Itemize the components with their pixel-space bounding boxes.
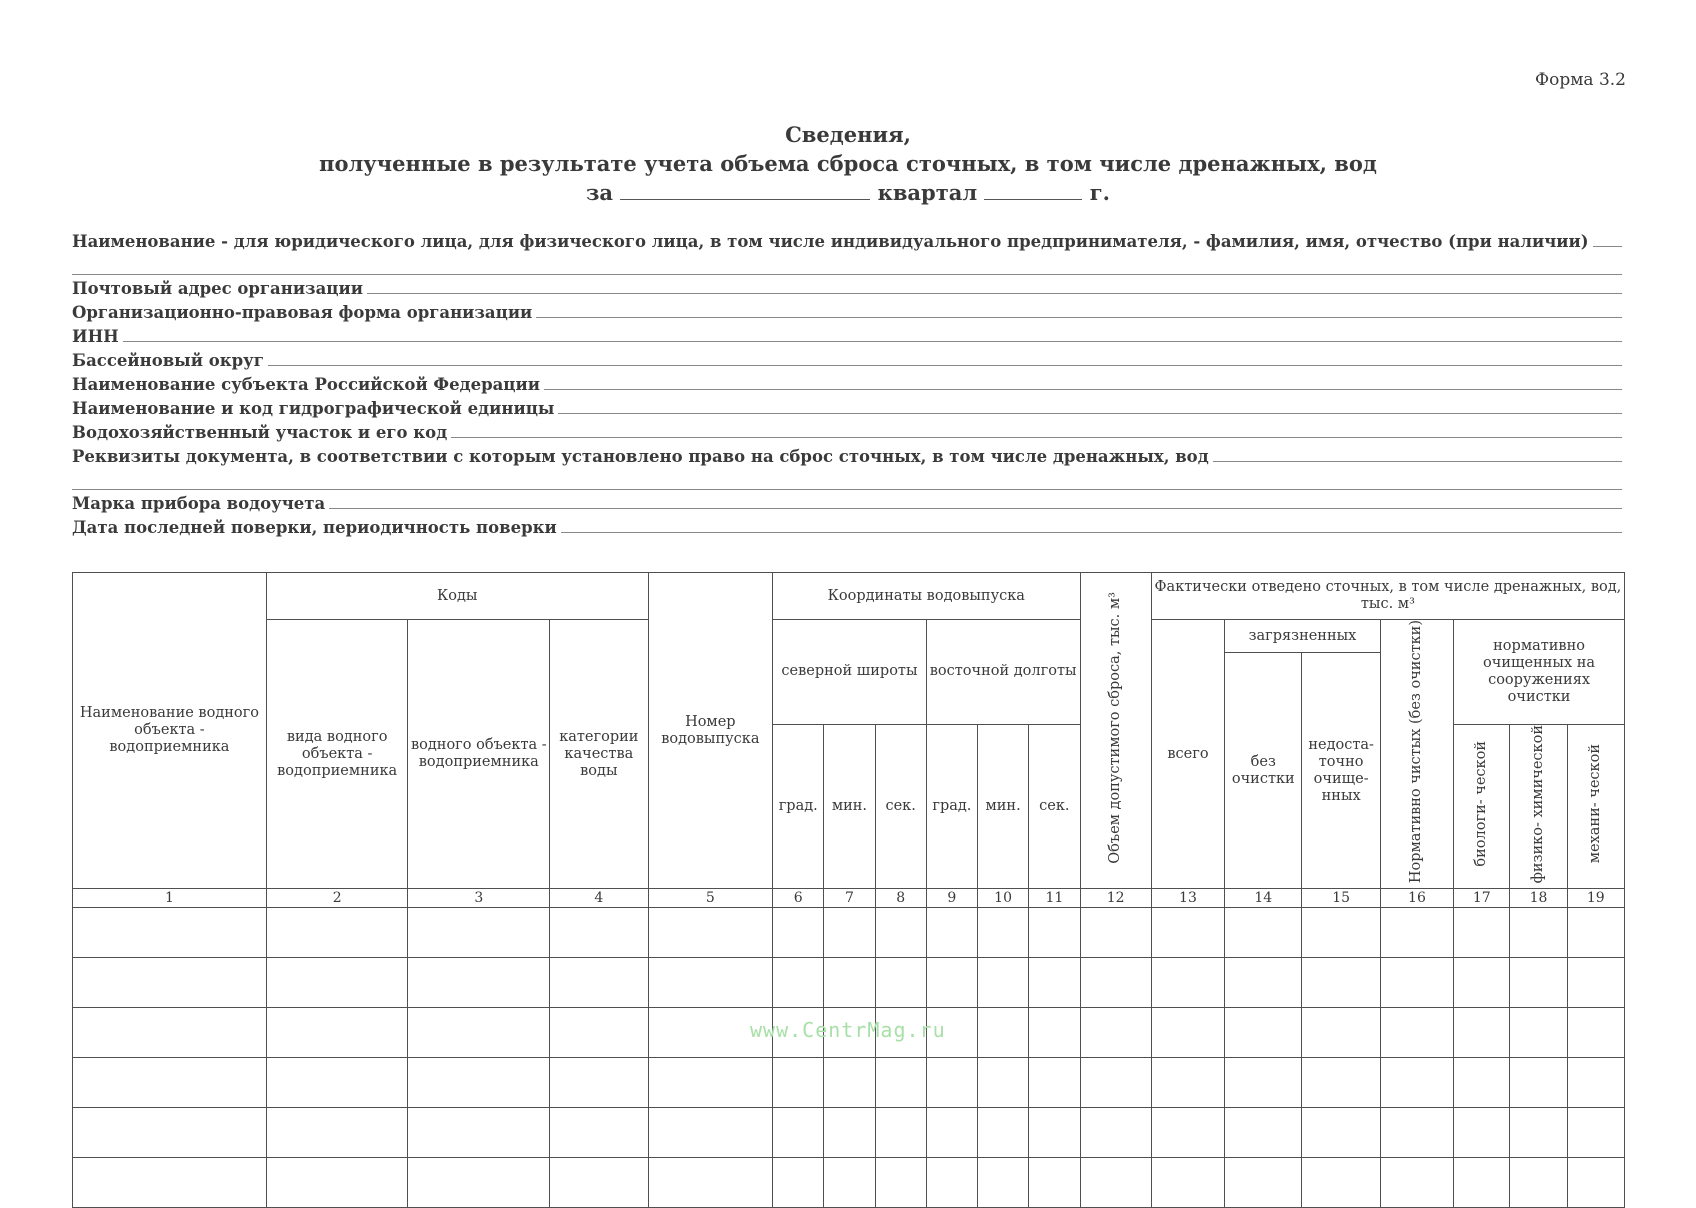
field-name-line-2[interactable] <box>72 252 1622 275</box>
table-cell[interactable] <box>648 908 773 958</box>
table-cell[interactable] <box>926 1058 977 1108</box>
table-cell[interactable] <box>824 1158 875 1208</box>
column-number: 5 <box>648 889 773 908</box>
table-cell[interactable] <box>1380 1108 1453 1158</box>
table-cell[interactable] <box>875 958 926 1008</box>
table-cell[interactable] <box>550 1008 648 1058</box>
table-cell[interactable] <box>408 1108 550 1158</box>
column-number: 8 <box>875 889 926 908</box>
table-cell[interactable] <box>926 908 977 958</box>
column-number: 6 <box>773 889 824 908</box>
header-east-sec: сек. <box>1029 724 1080 888</box>
table-cell[interactable] <box>977 1058 1028 1108</box>
table-cell[interactable] <box>73 1008 267 1058</box>
header-normatively-treated: нормативно очищенных на сооружениях очистки <box>1454 620 1625 725</box>
field-inn <box>72 323 1622 347</box>
table-cell[interactable] <box>977 1158 1028 1208</box>
table-cell[interactable] <box>1225 1158 1302 1208</box>
table-cell[interactable] <box>773 908 824 958</box>
table-cell[interactable] <box>875 1158 926 1208</box>
field-hydro-unit-label: Наименование и код гидрографической единицы <box>72 399 555 418</box>
table-cell[interactable] <box>1080 958 1151 1008</box>
header-total: всего <box>1151 620 1224 889</box>
field-name-line[interactable] <box>1593 245 1622 247</box>
table-cell[interactable] <box>773 1058 824 1108</box>
table-cell[interactable] <box>1454 908 1510 958</box>
table-cell[interactable] <box>648 958 773 1008</box>
year-blank-line[interactable] <box>984 199 1082 200</box>
table-cell[interactable] <box>1029 1008 1080 1058</box>
table-cell[interactable] <box>1080 1058 1151 1108</box>
table-cell[interactable] <box>1302 958 1380 1008</box>
title-year-suffix: г. <box>1089 180 1110 205</box>
table-cell[interactable] <box>773 1108 824 1158</box>
column-number: 4 <box>550 889 648 908</box>
header-physchemical <box>1510 724 1567 888</box>
field-document-line[interactable] <box>1213 460 1622 462</box>
table-cell[interactable] <box>408 1058 550 1108</box>
table-cell[interactable] <box>1302 1008 1380 1058</box>
discharge-table <box>72 572 1625 1208</box>
table-cell[interactable] <box>266 1108 408 1158</box>
table-cell[interactable] <box>1151 1008 1224 1058</box>
table-cell[interactable] <box>926 1158 977 1208</box>
column-number: 7 <box>824 889 875 908</box>
table-cell[interactable] <box>550 1108 648 1158</box>
table-cell[interactable] <box>1454 958 1510 1008</box>
column-number: 10 <box>977 889 1028 908</box>
column-number: 11 <box>1029 889 1080 908</box>
table-cell[interactable] <box>648 1058 773 1108</box>
header-mechanical-text: механи- ческой <box>1587 744 1604 864</box>
header-biological <box>1454 724 1510 888</box>
table-cell[interactable] <box>824 908 875 958</box>
table-cell[interactable] <box>266 1158 408 1208</box>
header-without-treatment: без очистки <box>1225 653 1302 889</box>
table-cell[interactable] <box>1567 1008 1624 1058</box>
header-normatively-clean-text: Нормативно чистых (без очистки) <box>1408 620 1425 884</box>
column-number-row <box>73 889 1625 908</box>
table-cell[interactable] <box>1567 1058 1624 1108</box>
header-biological-text: биологи- ческой <box>1473 741 1490 867</box>
field-document-line-2[interactable] <box>72 467 1622 490</box>
table-cell[interactable] <box>1380 958 1453 1008</box>
table-cell[interactable] <box>1225 1108 1302 1158</box>
field-device <box>72 490 1622 514</box>
table-row <box>73 1058 1625 1108</box>
header-codes: Коды <box>266 573 648 620</box>
table-cell[interactable] <box>1302 1158 1380 1208</box>
column-number: 16 <box>1380 889 1453 908</box>
field-postal-label: Почтовый адрес организации <box>72 279 363 298</box>
table-cell[interactable] <box>1510 1108 1567 1158</box>
discharge-table-wrap <box>72 572 1625 1208</box>
header-allowed-volume-text: Объем допустимого сброса, тыс. м³ <box>1107 592 1124 864</box>
table-cell[interactable] <box>1510 958 1567 1008</box>
field-basin-line[interactable] <box>268 364 1622 366</box>
header-actual-discharge: Фактически отведено сточных, в том числе дренажных, вод, тыс. м³ <box>1151 573 1624 620</box>
column-number: 3 <box>408 889 550 908</box>
table-cell[interactable] <box>875 908 926 958</box>
table-cell[interactable] <box>648 1108 773 1158</box>
table-cell[interactable] <box>1225 908 1302 958</box>
header-polluted: загрязненных <box>1225 620 1381 653</box>
quarter-blank-line[interactable] <box>620 199 870 200</box>
table-cell[interactable] <box>1510 908 1567 958</box>
field-water-section-label: Водохозяйственный участок и его код <box>72 423 448 442</box>
field-basin-label: Бассейновый округ <box>72 351 264 370</box>
table-cell[interactable] <box>824 1058 875 1108</box>
header-east-deg: град. <box>926 724 977 888</box>
header-north-sec: сек. <box>875 724 926 888</box>
table-cell[interactable] <box>824 958 875 1008</box>
title-line-3 <box>0 178 1696 207</box>
table-cell[interactable] <box>773 958 824 1008</box>
table-cell[interactable] <box>773 1158 824 1208</box>
title-line-2: полученные в результате учета объема сброса сточных, в том числе дренажных, вод <box>319 151 1377 176</box>
header-north-deg: град. <box>773 724 824 888</box>
column-number: 1 <box>73 889 267 908</box>
table-row <box>73 908 1625 958</box>
table-cell[interactable] <box>1454 1108 1510 1158</box>
table-cell[interactable] <box>1080 1008 1151 1058</box>
header-allowed-volume <box>1080 573 1151 889</box>
watermark: www.CentrMag.ru <box>750 1018 946 1042</box>
document-title <box>0 120 1696 207</box>
table-cell[interactable] <box>977 1008 1028 1058</box>
table-cell[interactable] <box>1454 1158 1510 1208</box>
table-cell[interactable] <box>550 958 648 1008</box>
table-cell[interactable] <box>875 1108 926 1158</box>
table-cell[interactable] <box>73 1158 267 1208</box>
title-line-1: Сведения, <box>785 122 911 147</box>
table-cell[interactable] <box>408 958 550 1008</box>
table-cell[interactable] <box>1380 1158 1453 1208</box>
field-document-label: Реквизиты документа, в соответствии с которым установлено право на сброс сточных, в том числе дренажных, вод <box>72 447 1209 466</box>
table-cell[interactable] <box>1151 1108 1224 1158</box>
table-cell[interactable] <box>1151 958 1224 1008</box>
column-number: 17 <box>1454 889 1510 908</box>
form-number-label: Форма 3.2 <box>1534 70 1626 90</box>
field-inn-label: ИНН <box>72 327 119 346</box>
table-cell[interactable] <box>73 1108 267 1158</box>
table-cell[interactable] <box>73 958 267 1008</box>
column-number: 2 <box>266 889 408 908</box>
field-verification <box>72 514 1622 538</box>
column-number: 19 <box>1567 889 1624 908</box>
field-basin <box>72 347 1622 371</box>
table-cell[interactable] <box>977 908 1028 958</box>
field-verification-label: Дата последней поверки, периодичность поверки <box>72 518 557 537</box>
table-cell[interactable] <box>1510 1058 1567 1108</box>
field-postal-line[interactable] <box>367 292 1622 294</box>
table-cell[interactable] <box>648 1158 773 1208</box>
table-cell[interactable] <box>1029 958 1080 1008</box>
table-cell[interactable] <box>1510 1008 1567 1058</box>
table-cell[interactable] <box>1151 1158 1224 1208</box>
table-cell[interactable] <box>1567 1158 1624 1208</box>
table-cell[interactable] <box>408 908 550 958</box>
field-water-section-line[interactable] <box>451 436 1622 438</box>
table-cell[interactable] <box>926 1108 977 1158</box>
title-kvartal: квартал <box>877 180 978 205</box>
header-north-min: мин. <box>824 724 875 888</box>
table-cell[interactable] <box>1302 1058 1380 1108</box>
table-cell[interactable] <box>408 1158 550 1208</box>
table-cell[interactable] <box>266 908 408 958</box>
table-cell[interactable] <box>1151 908 1224 958</box>
table-cell[interactable] <box>926 958 977 1008</box>
field-subject <box>72 371 1622 395</box>
column-number: 14 <box>1225 889 1302 908</box>
table-cell[interactable] <box>550 1158 648 1208</box>
field-hydro-unit-line[interactable] <box>558 412 1622 414</box>
table-row <box>73 1158 1625 1208</box>
table-cell[interactable] <box>1225 958 1302 1008</box>
table-cell[interactable] <box>1454 1058 1510 1108</box>
header-normatively-clean <box>1380 620 1453 889</box>
field-name-label: Наименование - для юридического лица, для физического лица, в том числе индивидуального предпринимателя, - фамилия, имя, отчество (при наличии) <box>72 232 1589 251</box>
table-cell[interactable] <box>1029 1108 1080 1158</box>
table-row <box>73 958 1625 1008</box>
column-number: 15 <box>1302 889 1380 908</box>
field-inn-line[interactable] <box>123 340 1622 342</box>
header-code-water-type: вида водного объекта - водоприемника <box>266 620 408 889</box>
field-device-label: Марка прибора водоучета <box>72 494 326 513</box>
table-cell[interactable] <box>1567 958 1624 1008</box>
field-water-section <box>72 419 1622 443</box>
table-cell[interactable] <box>1302 1108 1380 1158</box>
table-cell[interactable] <box>1567 1108 1624 1158</box>
field-document <box>72 443 1622 467</box>
table-cell[interactable] <box>408 1008 550 1058</box>
table-cell[interactable] <box>1080 1158 1151 1208</box>
header-east-min: мин. <box>977 724 1028 888</box>
header-mechanical <box>1567 724 1624 888</box>
table-cell[interactable] <box>1302 908 1380 958</box>
field-name <box>72 228 1622 252</box>
table-row <box>73 1108 1625 1158</box>
table-cell[interactable] <box>977 958 1028 1008</box>
table-cell[interactable] <box>1029 908 1080 958</box>
table-cell[interactable] <box>875 1058 926 1108</box>
table-cell[interactable] <box>1225 1008 1302 1058</box>
field-postal <box>72 275 1622 299</box>
table-cell[interactable] <box>266 1058 408 1108</box>
table-cell[interactable] <box>266 1008 408 1058</box>
table-cell[interactable] <box>824 1108 875 1158</box>
column-number: 13 <box>1151 889 1224 908</box>
table-cell[interactable] <box>266 958 408 1008</box>
table-cell[interactable] <box>1454 1008 1510 1058</box>
column-number: 9 <box>926 889 977 908</box>
header-outlet-number: Номер водовыпуска <box>648 573 773 889</box>
column-number: 12 <box>1080 889 1151 908</box>
table-cell[interactable] <box>977 1108 1028 1158</box>
table-cell[interactable] <box>1151 1058 1224 1108</box>
header-code-water-object: водного объекта - водоприемника <box>408 620 550 889</box>
organization-fields <box>72 228 1622 538</box>
header-insufficiently-treated: недоста- точно очище- нных <box>1302 653 1380 889</box>
field-legal-form-line[interactable] <box>536 316 1622 318</box>
table-cell[interactable] <box>1080 1108 1151 1158</box>
table-cell[interactable] <box>1380 1008 1453 1058</box>
table-cell[interactable] <box>550 1058 648 1108</box>
table-cell[interactable] <box>1029 1058 1080 1108</box>
header-north-latitude: северной широты <box>773 620 927 725</box>
field-verification-line[interactable] <box>561 531 1622 533</box>
field-subject-label: Наименование субъекта Российской Федерации <box>72 375 540 394</box>
table-cell[interactable] <box>1225 1058 1302 1108</box>
table-cell[interactable] <box>550 908 648 958</box>
table-cell[interactable] <box>1567 908 1624 958</box>
field-device-line[interactable] <box>329 507 1622 509</box>
table-cell[interactable] <box>73 908 267 958</box>
table-cell[interactable] <box>1510 1158 1567 1208</box>
header-code-quality-category: категории качества воды <box>550 620 648 889</box>
title-za: за <box>586 180 614 205</box>
header-coordinates: Координаты водовыпуска <box>773 573 1080 620</box>
field-legal-form-label: Организационно-правовая форма организации <box>72 303 533 322</box>
table-cell[interactable] <box>1029 1158 1080 1208</box>
column-number: 18 <box>1510 889 1567 908</box>
table-cell[interactable] <box>1080 908 1151 958</box>
table-cell[interactable] <box>73 1058 267 1108</box>
header-physchemical-text: физико- химической <box>1530 724 1546 884</box>
field-legal-form <box>72 299 1622 323</box>
field-subject-line[interactable] <box>544 388 1622 390</box>
header-east-longitude: восточной долготы <box>926 620 1080 725</box>
table-cell[interactable] <box>1380 1058 1453 1108</box>
field-hydro-unit <box>72 395 1622 419</box>
table-cell[interactable] <box>1380 908 1453 958</box>
header-water-object-name: Наименование водного объекта - водоприемника <box>73 573 267 889</box>
